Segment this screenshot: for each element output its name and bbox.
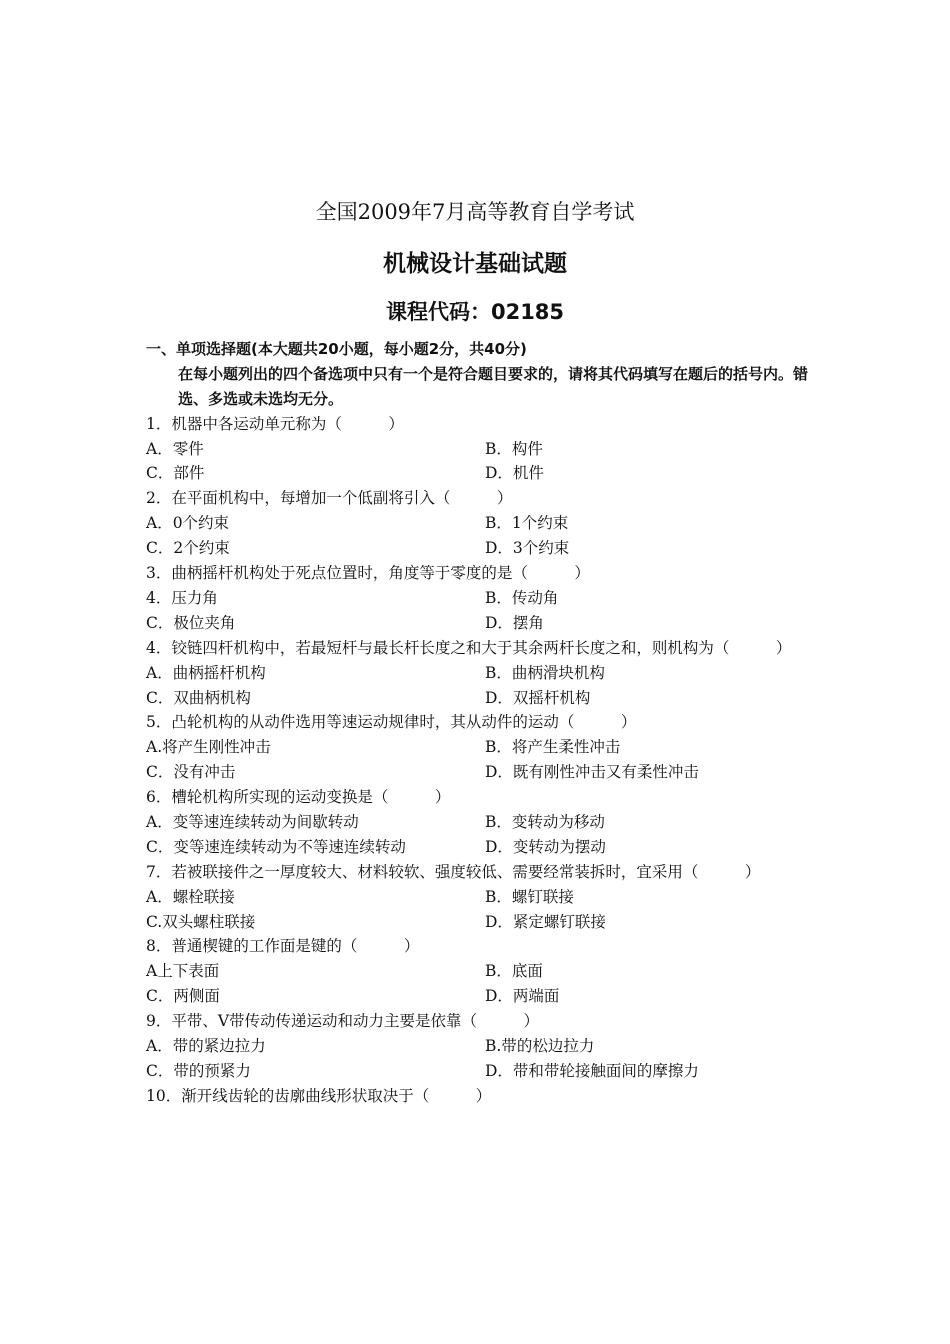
option-row (146, 984, 808, 1009)
option-row (146, 1034, 808, 1059)
option-d: D．双摇杆机构 (485, 688, 591, 707)
question-stem: 9．平带、V带传动传递运动和动力主要是依靠（ ） (146, 1012, 540, 1031)
section-heading: 一、单项选择题(本大题共20小题，每小题2分，共40分) (146, 340, 527, 358)
question-stem: 3．曲柄摇杆机构处于死点位置时，角度等于零度的是（ ） (146, 564, 590, 583)
option-a: A．曲柄摇杆机构 (146, 663, 266, 682)
option-b: B．传动角 (485, 588, 559, 607)
question-stem: 7．若被联接件之一厚度较大、材料较软、强度较低、需要经常装拆时，宜采用（ ） (146, 862, 761, 881)
option-d: D．机件 (485, 464, 544, 483)
option-row (146, 810, 808, 835)
question-stem: 8．普通楔键的工作面是键的（ ） (146, 937, 420, 956)
option-a: A．0个约束 (146, 514, 230, 533)
exam-content (146, 337, 808, 1109)
question-stem: 1．机器中各运动单元称为（ ） (146, 414, 404, 433)
question-stem: 2．在平面机构中，每增加一个低副将引入（ ） (146, 489, 513, 508)
option-c: C．极位夹角 (146, 613, 236, 632)
exam-title: 全国2009年7月高等教育自学考试 (315, 200, 635, 224)
option-row (146, 461, 808, 486)
option-a: 4．压力角 (146, 588, 218, 607)
option-row (146, 611, 808, 636)
option-b: B．将产生柔性冲击 (485, 738, 621, 757)
option-c: C．2个约束 (146, 539, 230, 558)
option-b: B．螺钉联接 (485, 887, 574, 906)
option-b: B．构件 (485, 439, 543, 458)
question-stem: 10．渐开线齿轮的齿廓曲线形状取决于（ ） (146, 1086, 492, 1105)
option-b: B．曲柄滑块机构 (485, 663, 605, 682)
option-a: A上下表面 (146, 962, 220, 981)
option-c: C.双头螺柱联接 (146, 912, 256, 931)
option-d: D．摆角 (485, 613, 544, 632)
option-row (146, 586, 808, 611)
option-d: D．变转动为摆动 (485, 837, 606, 856)
question-stem: 5．凸轮机构的从动件选用等速运动规律时，其从动件的运动（ ） (146, 713, 637, 732)
option-d: D．两端面 (485, 987, 560, 1006)
option-row (146, 959, 808, 984)
option-a: A．带的紧边拉力 (146, 1037, 266, 1055)
option-row (146, 686, 808, 711)
option-b: B.带的松边拉力 (485, 1037, 595, 1055)
option-c: C．没有冲击 (146, 763, 236, 782)
option-d: D．3个约束 (485, 539, 570, 558)
option-row (146, 536, 808, 561)
option-b: B．1个约束 (485, 514, 569, 533)
option-d: D．既有刚性冲击又有柔性冲击 (485, 763, 699, 782)
course-code: 课程代码：02185 (385, 300, 565, 324)
option-c: C．双曲柄机构 (146, 688, 251, 707)
option-d: D．紧定螺钉联接 (485, 912, 606, 931)
option-row (146, 885, 808, 910)
option-row (146, 735, 808, 760)
option-c: C．变等速连续转动为不等速连续转动 (146, 837, 406, 856)
option-c: C．两侧面 (146, 987, 220, 1006)
option-row (146, 910, 808, 935)
option-c: C．带的预紧力 (146, 1061, 251, 1080)
question-stem: 4．铰链四杆机构中，若最短杆与最长杆长度之和大于其余两杆长度之和，则机构为（ ） (146, 638, 792, 657)
option-row (146, 437, 808, 462)
option-b: B．底面 (485, 962, 543, 981)
option-row (146, 511, 808, 536)
option-d: D．带和带轮接触面间的摩擦力 (485, 1061, 699, 1080)
section-instruction: 在每小题列出的四个备选项中只有一个是符合题目要求的，请将其代码填写在题后的括号内。错选、多选或未选均无分。 (178, 364, 809, 408)
option-row (146, 661, 808, 686)
option-row (146, 1059, 808, 1084)
option-a: A.将产生刚性冲击 (146, 738, 271, 757)
option-b: B．变转动为移动 (485, 812, 605, 831)
option-row (146, 835, 808, 860)
option-row (146, 760, 808, 785)
subject-title: 机械设计基础试题 (383, 251, 567, 277)
option-a: A．变等速连续转动为间歇转动 (146, 812, 359, 831)
option-c: C．部件 (146, 464, 205, 483)
option-a: A．螺栓联接 (146, 887, 235, 906)
option-a: A．零件 (146, 439, 204, 458)
question-stem: 6．槽轮机构所实现的运动变换是（ ） (146, 788, 451, 807)
